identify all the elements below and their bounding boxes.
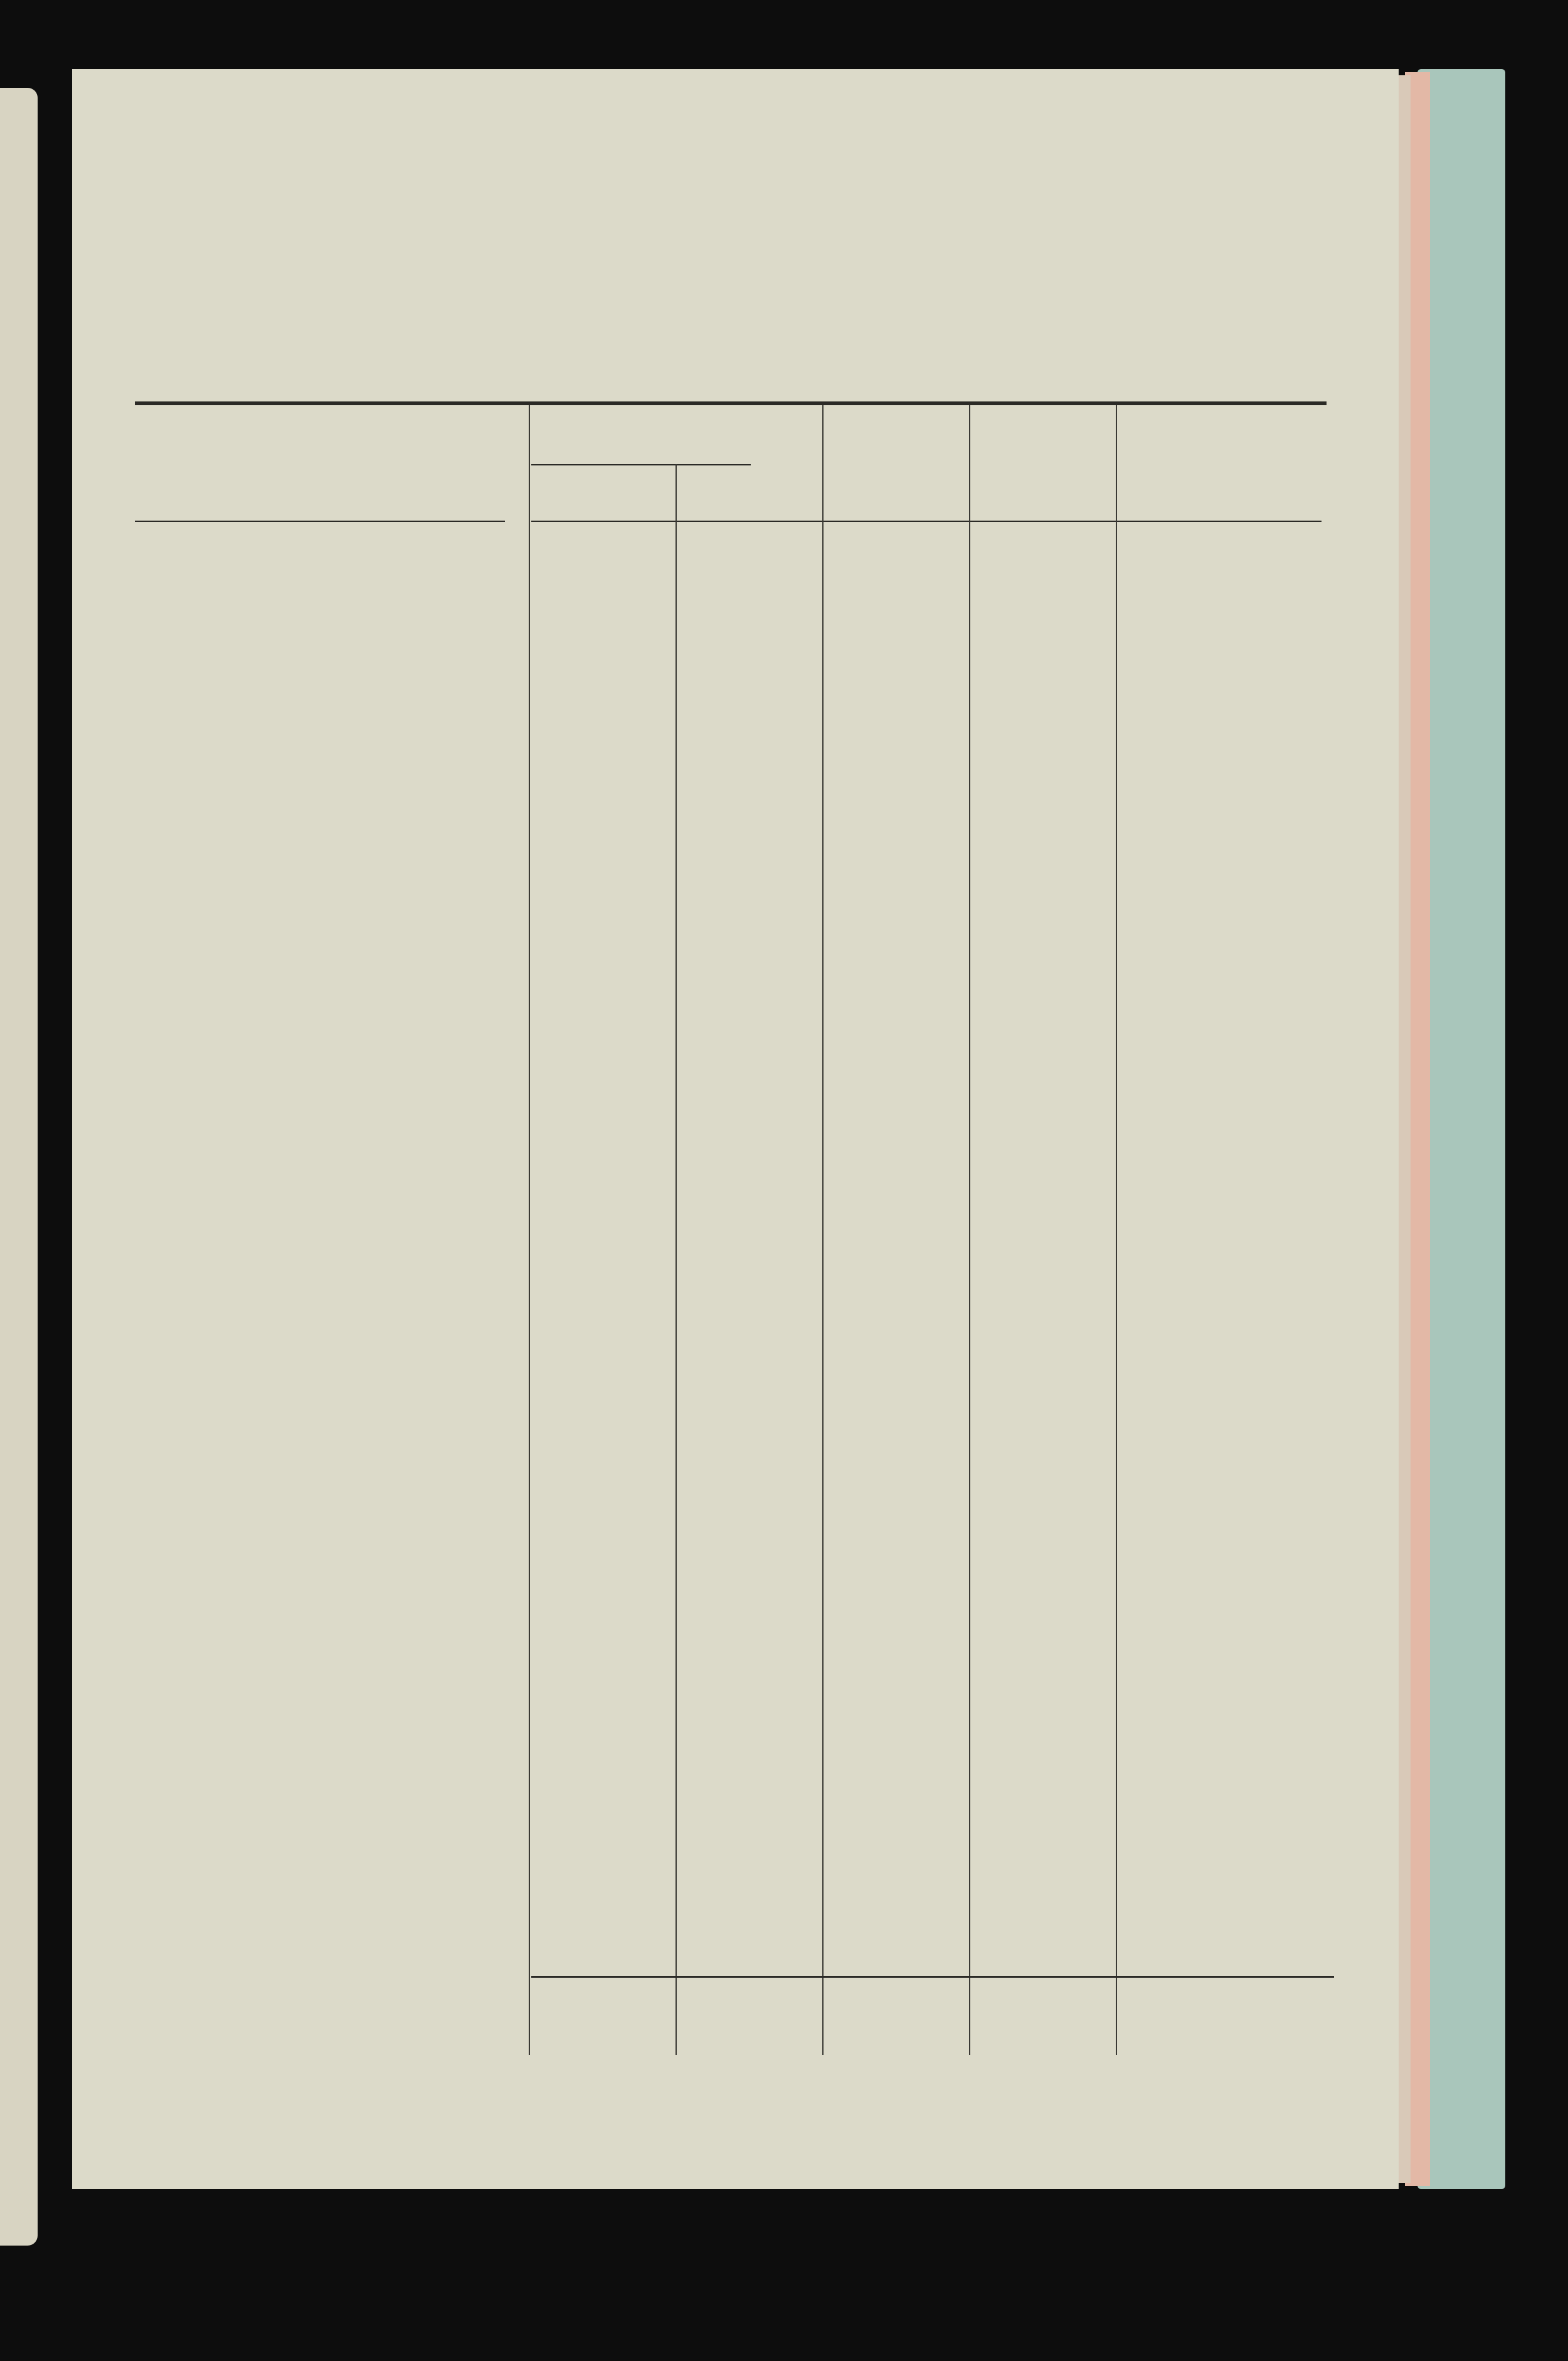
col-rule-5 bbox=[1116, 405, 1117, 2055]
header-top-rule bbox=[135, 401, 1327, 405]
col-rule-3 bbox=[822, 405, 824, 2055]
col-rule-1 bbox=[529, 405, 530, 2055]
ledger-page bbox=[72, 69, 1399, 2189]
blue-endpaper bbox=[1417, 69, 1505, 2189]
col-rule-2 bbox=[675, 464, 677, 2055]
maintenance-divider bbox=[531, 464, 751, 465]
units-rule bbox=[531, 521, 1322, 522]
col-rule-4 bbox=[969, 405, 970, 2055]
facing-page-edge bbox=[0, 88, 38, 2246]
names-header-rule bbox=[135, 521, 505, 522]
total-rule bbox=[531, 1976, 1334, 1978]
